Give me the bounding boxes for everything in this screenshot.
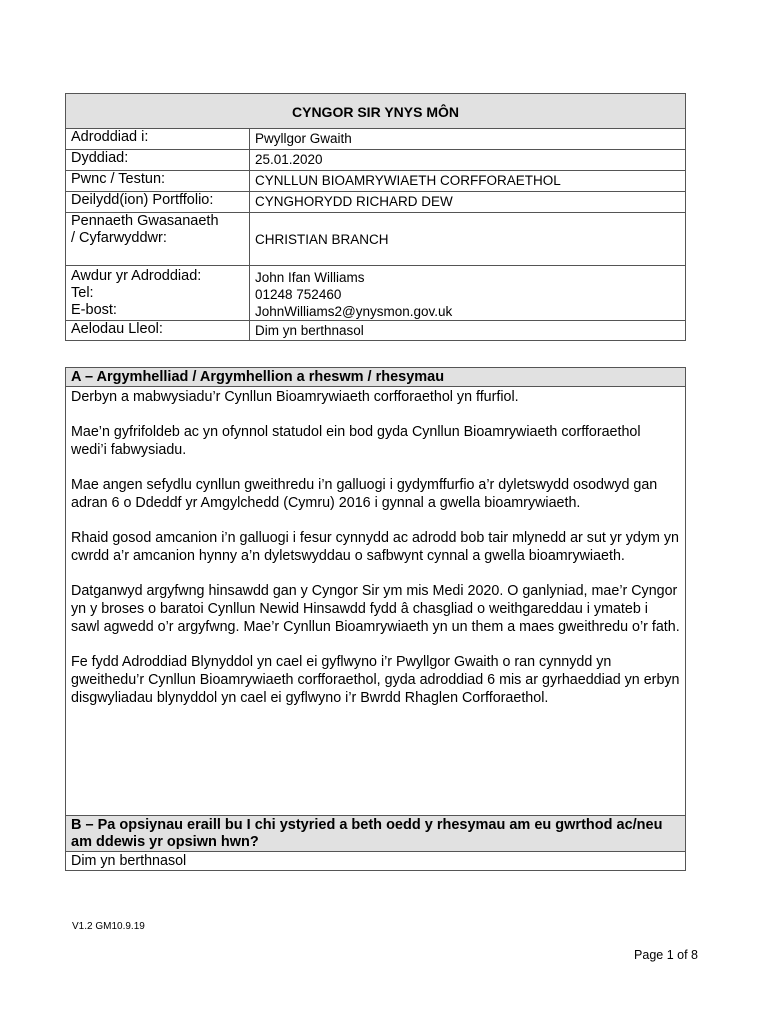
report-author-value <box>250 266 686 321</box>
section-a-header-row <box>66 368 686 387</box>
date-value: 25.01.2020 <box>250 150 686 171</box>
author-phone: 01248 752460 <box>255 287 342 302</box>
document-version: V1.2 GM10.9.19 <box>72 921 145 932</box>
tel-label: Tel: <box>71 285 94 301</box>
report-to-label: Adroddiad i: <box>66 129 250 150</box>
subject-value: CYNLLUN BIOAMRYWIAETH CORFFORAETHOL <box>250 171 686 192</box>
section-b-table <box>65 815 686 871</box>
section-a-paragraph: Datganwyd argyfwng hinsawdd gan y Cyngor Sir ym mis Medi 2020. O ganlyniad, mae’r Cyngor yn y broses o baratoi Cynllun Newid Hinsawdd fydd â chasgliad o weithgareddau i ymateb i sawl agwedd o’r argyfwng. Mae’r Cynllun Bioamrywiaeth yn un them a maes gweithredu o’r fath. <box>71 583 680 635</box>
portfolio-holder-label: Deilydd(ion) Portffolio: <box>66 192 250 213</box>
section-a-paragraph: Fe fydd Adroddiad Blynyddol yn cael ei gyflwyno i’r Pwyllgor Gwaith o ran cynnydd yn gweithedu’r Cynllun Bioamrywiaeth corfforaethol, gyda adroddiad 6 mis ar gyrhaeddiad yn erbyn disgwyliadau blynyddol yn cael ei gyflwyno i’r Bwrdd Rhaglen Corfforaethol. <box>71 654 680 706</box>
report-info-table <box>65 93 686 341</box>
head-of-service-label-line1: Pennaeth Gwasanaeth <box>71 213 219 229</box>
section-b-header-row <box>66 816 686 852</box>
table-row <box>66 321 686 341</box>
section-a-paragraph: Mae’n gyfrifoldeb ac yn ofynnol statudol ein bod gyda Cynllun Bioamrywiaeth corfforaethol wedi’i fabwysiadu. <box>71 424 641 458</box>
section-a-body-row <box>66 387 686 816</box>
council-header-row <box>66 94 686 129</box>
page-number: Page 1 of 8 <box>634 948 698 962</box>
section-b-body: Dim yn berthnasol <box>66 852 686 871</box>
head-of-service-value: CHRISTIAN BRANCH <box>250 213 686 266</box>
section-a-body <box>66 387 686 816</box>
table-row <box>66 192 686 213</box>
head-of-service-label <box>66 213 250 266</box>
portfolio-holder-value: CYNGHORYDD RICHARD DEW <box>250 192 686 213</box>
section-a-paragraph: Rhaid gosod amcanion i’n galluogi i fesur cynnydd ac adrodd bob tair mlynedd ar sut yr ydym yn cwrdd a’r amcanion hynny a’n dyletswyddau o safbwynt cynnal a gwella bioamrywiaeth. <box>71 530 679 564</box>
report-author-label-line1: Awdur yr Adroddiad: <box>71 268 202 284</box>
table-row <box>66 150 686 171</box>
author-name: John Ifan Williams <box>255 270 365 285</box>
author-email[interactable]: JohnWilliams2@ynysmon.gov.uk <box>255 304 453 319</box>
table-row <box>66 213 686 266</box>
email-label: E-bost: <box>71 302 117 318</box>
date-label: Dyddiad: <box>66 150 250 171</box>
local-members-label: Aelodau Lleol: <box>66 321 250 341</box>
section-a-paragraph: Derbyn a mabwysiadu’r Cynllun Bioamrywiaeth corfforaethol yn ffurfiol. <box>71 389 519 405</box>
table-row <box>66 171 686 192</box>
council-title: CYNGOR SIR YNYS MÔN <box>66 94 686 129</box>
table-row <box>66 129 686 150</box>
report-to-value: Pwyllgor Gwaith <box>250 129 686 150</box>
table-row <box>66 266 686 321</box>
section-b-heading: B – Pa opsiynau eraill bu I chi ystyried a beth oedd y rhesymau am eu gwrthod ac/neu am ddewis yr opsiwn hwn? <box>66 816 686 852</box>
head-of-service-label-line2: / Cyfarwyddwr: <box>71 230 167 246</box>
report-author-label <box>66 266 250 321</box>
subject-label: Pwnc / Testun: <box>66 171 250 192</box>
section-a-heading: A – Argymhelliad / Argymhellion a rheswm / rhesymau <box>66 368 686 387</box>
section-a-paragraph: Mae angen sefydlu cynllun gweithredu i’n galluogi i gydymffurfio a’r dyletswydd osodwyd gan adran 6 o Ddeddf yr Amgylchedd (Cymru) 2016 i gynnal a gwella bioamrywiaeth. <box>71 477 658 511</box>
section-b-body-row <box>66 852 686 871</box>
section-a-table <box>65 367 686 816</box>
local-members-value: Dim yn berthnasol <box>250 321 686 341</box>
